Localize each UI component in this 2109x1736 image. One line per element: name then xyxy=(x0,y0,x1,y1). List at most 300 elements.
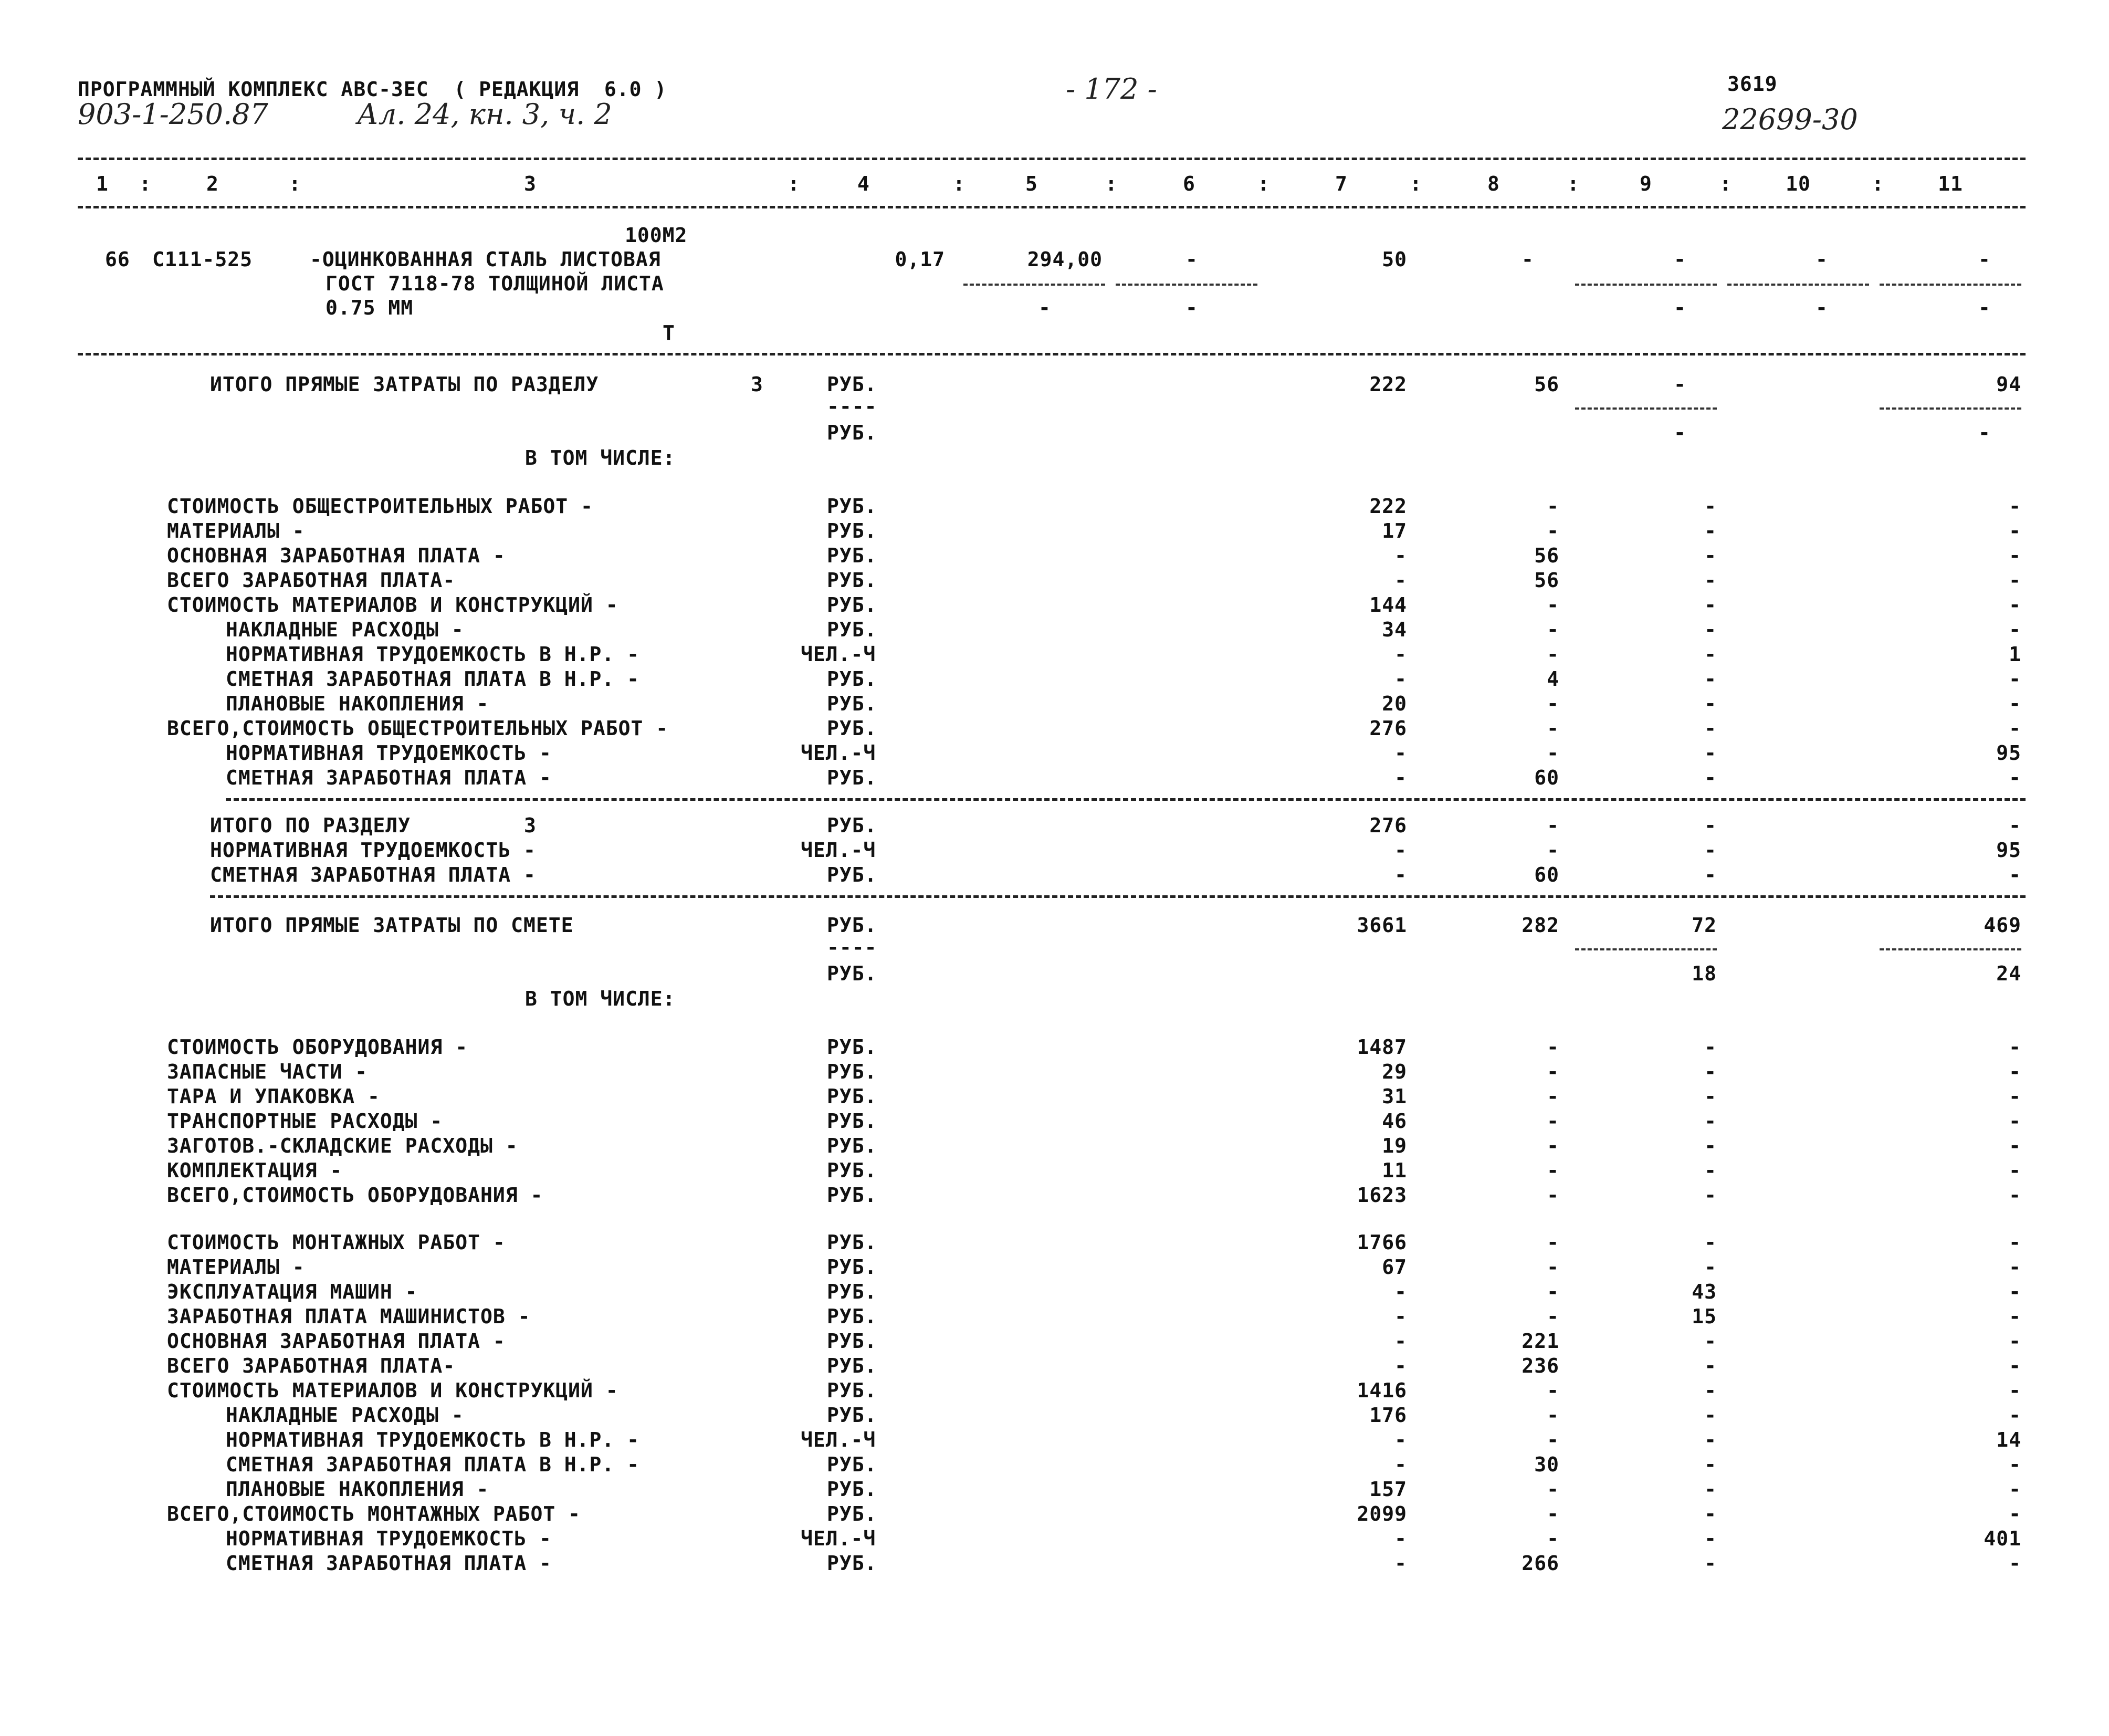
col9-value: - xyxy=(1704,839,1717,862)
row-label: СТОИМОСТЬ ОБЩЕСТРОИТЕЛЬНЫХ РАБОТ - xyxy=(167,495,593,518)
col9-value: 43 xyxy=(1692,1280,1717,1303)
smeta-total-col9: 72 xyxy=(1692,914,1717,937)
including-label: В ТОМ ЧИСЛЕ: xyxy=(525,446,676,469)
col11-value: - xyxy=(2009,1280,2021,1303)
col9-value: - xyxy=(1704,1231,1717,1254)
unit: РУБ. xyxy=(827,814,877,837)
col9-value: - xyxy=(1704,814,1717,837)
col7-value: 67 xyxy=(1382,1256,1407,1279)
col9-value: - xyxy=(1704,766,1717,789)
unit: РУБ. xyxy=(827,1085,877,1108)
col11-value: - xyxy=(2009,1305,2021,1328)
row-label: ОСНОВНАЯ ЗАРАБОТНАЯ ПЛАТА - xyxy=(167,1330,506,1353)
col8-value: - xyxy=(1547,495,1559,518)
col9-value: - xyxy=(1704,569,1717,592)
col11-value: - xyxy=(2009,1110,2021,1133)
col-4: 4 xyxy=(857,172,870,195)
col11-value: - xyxy=(2009,1036,2021,1059)
page-number: - 172 - xyxy=(1066,72,1157,106)
unit: РУБ. xyxy=(827,1036,877,1059)
col8-value: - xyxy=(1547,1134,1559,1157)
position-sub10: - xyxy=(1816,296,1828,319)
unit: РУБ. xyxy=(827,962,877,985)
unit: ЧЕЛ.-Ч xyxy=(801,741,876,765)
row-label: ЗАГОТОВ.-СКЛАДСКИЕ РАСХОДЫ - xyxy=(167,1134,518,1157)
col-sep: : xyxy=(953,172,966,195)
col-1: 1 xyxy=(96,172,109,195)
col7-value: 20 xyxy=(1382,692,1407,715)
col7-value: 29 xyxy=(1382,1060,1407,1083)
unit: РУБ. xyxy=(827,593,877,616)
col-sep: : xyxy=(1719,172,1732,195)
col9-value: - xyxy=(1704,741,1717,765)
unit: РУБ. xyxy=(827,1305,877,1328)
divider xyxy=(1880,284,2021,286)
col9-value: - xyxy=(1704,863,1717,886)
col-6: 6 xyxy=(1183,172,1195,195)
section-rule xyxy=(226,798,2026,801)
row-label: СМЕТНАЯ ЗАРАБОТНАЯ ПЛАТА - xyxy=(210,863,536,886)
row-label: НОРМАТИВНАЯ ТРУДОЕМКОСТЬ - xyxy=(210,839,536,862)
col9-value: - xyxy=(1704,692,1717,715)
col-sep: : xyxy=(788,172,800,195)
row-label: НАКЛАДНЫЕ РАСХОДЫ - xyxy=(226,618,464,641)
col8-value: 60 xyxy=(1534,863,1559,886)
program-header: ПРОГРАММНЫЙ КОМПЛЕКС АВС-ЗЕС ( РЕДАКЦИЯ 6.0 ) xyxy=(78,78,667,101)
col9-value: - xyxy=(1704,1134,1717,1157)
row-label: ОСНОВНАЯ ЗАРАБОТНАЯ ПЛАТА - xyxy=(167,544,506,567)
section-total-col7: 222 xyxy=(1369,373,1407,396)
col7-value: - xyxy=(1394,1330,1407,1353)
col7-value: 1416 xyxy=(1357,1379,1407,1402)
col8-value: 30 xyxy=(1534,1453,1559,1476)
row-label: ВСЕГО ЗАРАБОТНАЯ ПЛАТА- xyxy=(167,569,456,592)
col9-value: - xyxy=(1704,1453,1717,1476)
row-label: ЭКСПЛУАТАЦИЯ МАШИН - xyxy=(167,1280,418,1303)
col7-value: 34 xyxy=(1382,618,1407,641)
col9-value: - xyxy=(1704,1159,1717,1182)
col9-value: - xyxy=(1704,1036,1717,1059)
col8-value: 56 xyxy=(1534,569,1559,592)
unit: РУБ. xyxy=(827,519,877,542)
divider xyxy=(963,284,1105,286)
col7-value: 17 xyxy=(1382,519,1407,542)
col7-value: 1487 xyxy=(1357,1036,1407,1059)
unit: РУБ. xyxy=(827,1280,877,1303)
unit: РУБ. xyxy=(827,1552,877,1575)
col11-value: - xyxy=(2009,593,2021,616)
header-rule-bottom xyxy=(78,206,2026,208)
col9-value: - xyxy=(1704,1552,1717,1575)
unit: РУБ. xyxy=(827,1231,877,1254)
col8-value: 60 xyxy=(1534,766,1559,789)
col11-value: 401 xyxy=(1984,1527,2021,1550)
position-unit-price: 294,00 xyxy=(1027,248,1103,271)
unit: РУБ. xyxy=(827,1354,877,1377)
col8-value: - xyxy=(1547,1404,1559,1427)
col8-value: - xyxy=(1547,1379,1559,1402)
row-label: СТОИМОСТЬ МАТЕРИАЛОВ И КОНСТРУКЦИЙ - xyxy=(167,593,618,616)
col8-value: 56 xyxy=(1534,544,1559,567)
col-sep: : xyxy=(1410,172,1422,195)
col8-value: - xyxy=(1547,1280,1559,1303)
row-label: СМЕТНАЯ ЗАРАБОТНАЯ ПЛАТА В Н.Р. - xyxy=(226,667,639,691)
col7-value: 31 xyxy=(1382,1085,1407,1108)
row-label: КОМПЛЕКТАЦИЯ - xyxy=(167,1159,343,1182)
col9-value: - xyxy=(1704,1354,1717,1377)
divider xyxy=(1575,948,1717,950)
row-label: НОРМАТИВНАЯ ТРУДОЕМКОСТЬ В Н.Р. - xyxy=(226,1428,639,1451)
section-total-col11b: - xyxy=(1978,421,1991,444)
unit: ЧЕЛ.-Ч xyxy=(801,1428,876,1451)
position-col11: - xyxy=(1978,248,1991,271)
handwritten-album-ref: Ал. 24, кн. 3, ч. 2 xyxy=(357,98,612,131)
col7-value: 11 xyxy=(1382,1159,1407,1182)
col8-value: - xyxy=(1547,1428,1559,1451)
row-label: НОРМАТИВНАЯ ТРУДОЕМКОСТЬ - xyxy=(226,1527,552,1550)
unit: РУБ. xyxy=(827,544,877,567)
col8-value: - xyxy=(1547,519,1559,542)
col11-value: - xyxy=(2009,1404,2021,1427)
col11-value: - xyxy=(2009,1354,2021,1377)
col7-value: - xyxy=(1394,667,1407,691)
col8-value: - xyxy=(1547,741,1559,765)
col-8: 8 xyxy=(1487,172,1500,195)
col11-value: - xyxy=(2009,618,2021,641)
col11-value: - xyxy=(2009,1453,2021,1476)
col9-value: - xyxy=(1704,1502,1717,1525)
unit: РУБ. xyxy=(827,1453,877,1476)
position-name-line: ГОСТ 7118-78 ТОЛЩИНОЙ ЛИСТА xyxy=(326,272,664,295)
col-2: 2 xyxy=(206,172,219,195)
row-label: ПЛАНОВЫЕ НАКОПЛЕНИЯ - xyxy=(226,692,489,715)
col-sep: : xyxy=(139,172,152,195)
col7-value: - xyxy=(1394,569,1407,592)
divider xyxy=(1880,407,2021,410)
col11-value: - xyxy=(2009,1184,2021,1207)
unit: ЧЕЛ.-Ч xyxy=(801,839,876,862)
row-label: НОРМАТИВНАЯ ТРУДОЕМКОСТЬ - xyxy=(226,741,552,765)
unit: РУБ. xyxy=(827,569,877,592)
col8-value: - xyxy=(1547,839,1559,862)
col9-value: - xyxy=(1704,667,1717,691)
col11-value: - xyxy=(2009,1256,2021,1279)
col9-value: - xyxy=(1704,1379,1717,1402)
col8-value: - xyxy=(1547,1502,1559,1525)
col11-value: - xyxy=(2009,519,2021,542)
col-3: 3 xyxy=(524,172,537,195)
col9-value: - xyxy=(1704,1478,1717,1501)
unit: РУБ. xyxy=(827,1184,877,1207)
divider xyxy=(1727,284,1869,286)
col8-value: 4 xyxy=(1547,667,1559,691)
position-col9: - xyxy=(1674,248,1686,271)
col8-value: - xyxy=(1547,1478,1559,1501)
col9-value: - xyxy=(1704,1428,1717,1451)
col7-value: 1623 xyxy=(1357,1184,1407,1207)
unit: РУБ. xyxy=(827,1256,877,1279)
section-rule xyxy=(210,895,2026,898)
col9-value: - xyxy=(1704,643,1717,666)
col11-value: - xyxy=(2009,1060,2021,1083)
col7-value: - xyxy=(1394,766,1407,789)
col7-value: 46 xyxy=(1382,1110,1407,1133)
unit-dash: ---- xyxy=(827,936,877,959)
col8-value: - xyxy=(1547,814,1559,837)
row-label: НАКЛАДНЫЕ РАСХОДЫ - xyxy=(226,1404,464,1427)
col11-value: - xyxy=(2009,1085,2021,1108)
col8-value: 236 xyxy=(1522,1354,1559,1377)
row-label: МАТЕРИАЛЫ - xyxy=(167,1256,305,1279)
col8-value: - xyxy=(1547,1036,1559,1059)
col9-value: - xyxy=(1704,1404,1717,1427)
col8-value: - xyxy=(1547,618,1559,641)
col7-value: - xyxy=(1394,1552,1407,1575)
smeta-total-label: ИТОГО ПРЯМЫЕ ЗАТРАТЫ ПО СМЕТЕ xyxy=(210,914,574,937)
col11-value: - xyxy=(2009,1552,2021,1575)
col9-value: - xyxy=(1704,495,1717,518)
col7-value: 276 xyxy=(1369,814,1407,837)
col8-value: - xyxy=(1547,717,1559,740)
row-label: ВСЕГО,СТОИМОСТЬ ОБЩЕСТРОИТЕЛЬНЫХ РАБОТ - xyxy=(167,717,669,740)
unit: РУБ. xyxy=(827,667,877,691)
col9-value: - xyxy=(1704,1527,1717,1550)
row-label: ТАРА И УПАКОВКА - xyxy=(167,1085,380,1108)
col11-value: 95 xyxy=(1996,839,2021,862)
col7-value: 1766 xyxy=(1357,1231,1407,1254)
col7-value: - xyxy=(1394,643,1407,666)
col11-value: - xyxy=(2009,814,2021,837)
position-col6: - xyxy=(1185,248,1198,271)
unit: ЧЕЛ.-Ч xyxy=(801,1527,876,1550)
col8-value: - xyxy=(1547,1159,1559,1182)
row-label: СМЕТНАЯ ЗАРАБОТНАЯ ПЛАТА - xyxy=(226,1552,552,1575)
col-9: 9 xyxy=(1640,172,1652,195)
position-sub5: - xyxy=(1038,296,1051,319)
unit: РУБ. xyxy=(827,1060,877,1083)
col11-value: - xyxy=(2009,692,2021,715)
col7-value: - xyxy=(1394,741,1407,765)
row-label: ВСЕГО,СТОИМОСТЬ МОНТАЖНЫХ РАБОТ - xyxy=(167,1502,581,1525)
col11-value: - xyxy=(2009,569,2021,592)
col9-value: - xyxy=(1704,717,1717,740)
col-7: 7 xyxy=(1335,172,1348,195)
col11-value: - xyxy=(2009,544,2021,567)
row-label: МАТЕРИАЛЫ - xyxy=(167,519,305,542)
col8-value: 266 xyxy=(1522,1552,1559,1575)
unit: ЧЕЛ.-Ч xyxy=(801,643,876,666)
unit: РУБ. xyxy=(827,373,877,396)
col-sep: : xyxy=(1257,172,1270,195)
position-code: С111-525 xyxy=(152,248,253,271)
row-label: СТОИМОСТЬ МОНТАЖНЫХ РАБОТ - xyxy=(167,1231,506,1254)
col11-value: - xyxy=(2009,766,2021,789)
col8-value: - xyxy=(1547,1060,1559,1083)
divider xyxy=(1575,284,1717,286)
unit: РУБ. xyxy=(827,1502,877,1525)
col9-value: - xyxy=(1704,1060,1717,1083)
section-total-col8: 56 xyxy=(1534,373,1559,396)
col11-value: - xyxy=(2009,1330,2021,1353)
smeta-total-col8: 282 xyxy=(1522,914,1559,937)
col9-value: - xyxy=(1704,618,1717,641)
col11-value: - xyxy=(2009,863,2021,886)
position-name-line: 0.75 ММ xyxy=(326,296,414,319)
col7-value: - xyxy=(1394,1453,1407,1476)
position-quantity: 0,17 xyxy=(895,248,945,271)
section-total-col9b: - xyxy=(1674,421,1686,444)
unit: РУБ. xyxy=(827,1478,877,1501)
col8-value: - xyxy=(1547,1527,1559,1550)
unit: РУБ. xyxy=(827,717,877,740)
unit: РУБ. xyxy=(827,1110,877,1133)
col11-value: 95 xyxy=(1996,741,2021,765)
row-label: ПЛАНОВЫЕ НАКОПЛЕНИЯ - xyxy=(226,1478,489,1501)
col9-value: - xyxy=(1704,544,1717,567)
col8-value: - xyxy=(1547,1256,1559,1279)
col11-value: 14 xyxy=(1996,1428,2021,1451)
section-total-col11: 94 xyxy=(1996,373,2021,396)
col8-value: - xyxy=(1547,1184,1559,1207)
row-label: ВСЕГО ЗАРАБОТНАЯ ПЛАТА- xyxy=(167,1354,456,1377)
smeta-total-col11: 469 xyxy=(1984,914,2021,937)
row-label: СМЕТНАЯ ЗАРАБОТНАЯ ПЛАТА В Н.Р. - xyxy=(226,1453,639,1476)
col-11: 11 xyxy=(1938,172,1963,195)
col8-value: - xyxy=(1547,1305,1559,1328)
position-sub11: - xyxy=(1978,296,1991,319)
col8-value: 221 xyxy=(1522,1330,1559,1353)
col11-value: - xyxy=(2009,1478,2021,1501)
section-total-col9: - xyxy=(1674,373,1686,396)
unit: РУБ. xyxy=(827,914,877,937)
smeta-total-col7: 3661 xyxy=(1357,914,1407,937)
col8-value: - xyxy=(1547,1085,1559,1108)
row-label: ТРАНСПОРТНЫЕ РАСХОДЫ - xyxy=(167,1110,443,1133)
position-name-line: -ОЦИНКОВАННАЯ СТАЛЬ ЛИСТОВАЯ xyxy=(310,248,661,271)
unit: РУБ. xyxy=(827,1134,877,1157)
unit: РУБ. xyxy=(827,863,877,886)
section-number: 3 xyxy=(751,373,763,396)
col7-value: 276 xyxy=(1369,717,1407,740)
smeta-total-col9b: 18 xyxy=(1692,962,1717,985)
col7-value: 2099 xyxy=(1357,1502,1407,1525)
col11-value: - xyxy=(2009,667,2021,691)
col7-value: - xyxy=(1394,1280,1407,1303)
col8-value: - xyxy=(1547,1110,1559,1133)
col8-value: - xyxy=(1547,692,1559,715)
position-sub9: - xyxy=(1674,296,1686,319)
col9-value: - xyxy=(1704,1085,1717,1108)
unit: РУБ. xyxy=(827,421,877,444)
col-sep: : xyxy=(1105,172,1118,195)
col7-value: 19 xyxy=(1382,1134,1407,1157)
col7-value: - xyxy=(1394,1354,1407,1377)
row-label: ВСЕГО,СТОИМОСТЬ ОБОРУДОВАНИЯ - xyxy=(167,1184,543,1207)
unit: РУБ. xyxy=(827,1404,877,1427)
col9-value: - xyxy=(1704,519,1717,542)
divider xyxy=(1575,407,1717,410)
divider xyxy=(1880,948,2021,950)
handwritten-code-right: 22699-30 xyxy=(1722,103,1858,136)
col7-value: - xyxy=(1394,839,1407,862)
col7-value: 176 xyxy=(1369,1404,1407,1427)
unit: РУБ. xyxy=(827,766,877,789)
position-number: 66 xyxy=(105,248,130,271)
code-top: 3619 xyxy=(1727,72,1778,96)
col8-value: - xyxy=(1547,643,1559,666)
col7-value: 157 xyxy=(1369,1478,1407,1501)
col9-value: - xyxy=(1704,1184,1717,1207)
col7-value: - xyxy=(1394,863,1407,886)
position-unit: 100М2 xyxy=(625,224,688,247)
col7-value: - xyxy=(1394,1527,1407,1550)
col11-value: - xyxy=(2009,1231,2021,1254)
col-5: 5 xyxy=(1025,172,1038,195)
unit: РУБ. xyxy=(827,618,877,641)
unit: РУБ. xyxy=(827,495,877,518)
col11-value: 1 xyxy=(2009,643,2021,666)
col11-value: - xyxy=(2009,1159,2021,1182)
col9-value: 15 xyxy=(1692,1305,1717,1328)
row-label: СТОИМОСТЬ МАТЕРИАЛОВ И КОНСТРУКЦИЙ - xyxy=(167,1379,618,1402)
col-sep: : xyxy=(289,172,301,195)
section-rule xyxy=(78,353,2026,355)
row-label: НОРМАТИВНАЯ ТРУДОЕМКОСТЬ В Н.Р. - xyxy=(226,643,639,666)
col8-value: - xyxy=(1547,1231,1559,1254)
row-label: ЗАПАСНЫЕ ЧАСТИ - xyxy=(167,1060,368,1083)
position-sub6: - xyxy=(1185,296,1198,319)
col11-value: - xyxy=(2009,1379,2021,1402)
position-mark: Т xyxy=(663,321,675,344)
divider xyxy=(1116,284,1257,286)
col11-value: - xyxy=(2009,495,2021,518)
smeta-total-col11b: 24 xyxy=(1996,962,2021,985)
col7-value: - xyxy=(1394,1428,1407,1451)
col7-value: 144 xyxy=(1369,593,1407,616)
header-rule-top xyxy=(78,158,2026,160)
col7-value: 222 xyxy=(1369,495,1407,518)
unit-dash: ---- xyxy=(827,395,877,418)
row-label: СТОИМОСТЬ ОБОРУДОВАНИЯ - xyxy=(167,1036,468,1059)
unit: РУБ. xyxy=(827,1159,877,1182)
col11-value: - xyxy=(2009,1134,2021,1157)
col11-value: - xyxy=(2009,1502,2021,1525)
col11-value: - xyxy=(2009,717,2021,740)
col9-value: - xyxy=(1704,1110,1717,1133)
position-col10: - xyxy=(1816,248,1828,271)
col-10: 10 xyxy=(1786,172,1811,195)
row-label: ЗАРАБОТНАЯ ПЛАТА МАШИНИСТОВ - xyxy=(167,1305,531,1328)
handwritten-project-code: 903-1-250.87 xyxy=(78,98,268,131)
position-col8: - xyxy=(1522,248,1534,271)
col-sep: : xyxy=(1872,172,1884,195)
unit: РУБ. xyxy=(827,1379,877,1402)
including-label: В ТОМ ЧИСЛЕ: xyxy=(525,987,676,1010)
col9-value: - xyxy=(1704,593,1717,616)
razdel-total-label: ИТОГО ПО РАЗДЕЛУ xyxy=(210,814,411,837)
col9-value: - xyxy=(1704,1256,1717,1279)
position-total: 50 xyxy=(1382,248,1407,271)
unit: РУБ. xyxy=(827,692,877,715)
unit: РУБ. xyxy=(827,1330,877,1353)
section-number: 3 xyxy=(524,814,537,837)
col9-value: - xyxy=(1704,1330,1717,1353)
col7-value: - xyxy=(1394,1305,1407,1328)
section-total-label: ИТОГО ПРЯМЫЕ ЗАТРАТЫ ПО РАЗДЕЛУ xyxy=(210,373,599,396)
col8-value: - xyxy=(1547,593,1559,616)
row-label: СМЕТНАЯ ЗАРАБОТНАЯ ПЛАТА - xyxy=(226,766,552,789)
col7-value: - xyxy=(1394,544,1407,567)
